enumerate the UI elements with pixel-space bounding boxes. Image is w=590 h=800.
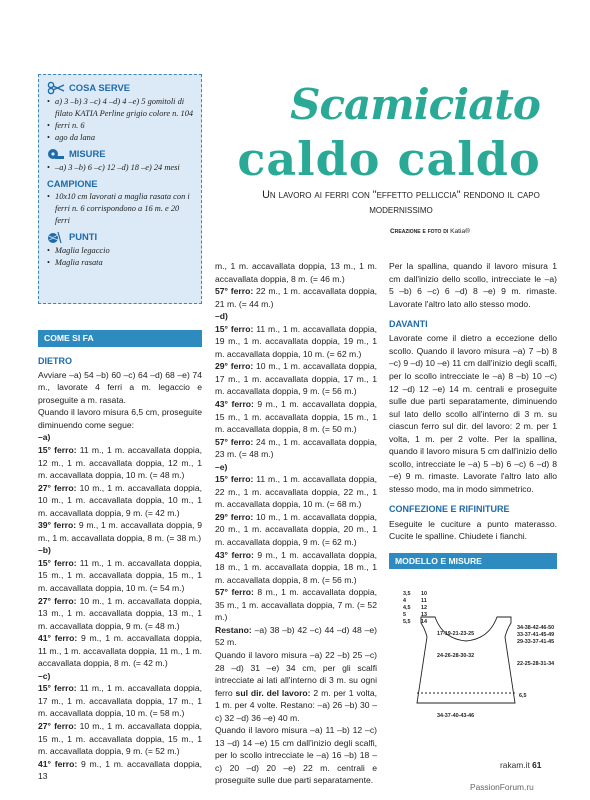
list-item: • –a) 3 –b) 6 –c) 12 –d) 18 –e) 24 mesi (47, 162, 195, 174)
step: 27° ferro: 10 m., 1 m. accavallata doppia, 15 m., 1 m. accavallata doppia, 15 m., 1 m. accavallata doppia, 9 m. (= 52 m.) (38, 720, 202, 757)
section-bar-come-si-fa: COME SI FA (38, 330, 202, 347)
misure-section (47, 147, 195, 174)
step: 29° ferro: 10 m., 1 m. accavallata doppia, 20 m., 1 m. accavallata doppia, 20 m., 1 m. accavallata doppia, 9 m. (= 62 m.) (215, 511, 377, 548)
size-label: –e) (215, 461, 228, 472)
paragraph: Quando il lavoro misura 6,5 cm, proseguite diminuendo come segue: (38, 407, 202, 430)
height-2: 33-37-41-45-49 (517, 632, 555, 638)
campione-title: CAMPIONE (47, 177, 98, 189)
list-item: • ago da lana (47, 132, 195, 144)
section-title-dietro: DIETRO (38, 355, 73, 366)
height-3: 29-33-37-41-45 (517, 639, 555, 645)
page-title: caldo caldo (237, 132, 541, 186)
paragraph: Avviare –a) 54 –b) 60 –c) 64 –d) 68 –e) 74 m., lavorate 4 ferri a m. legaccio e proseguite a m. rasata. (38, 369, 202, 405)
dim-left-4: 5,5 (403, 619, 411, 625)
step: 27° ferro: 10 m., 1 m. accavallata doppia, 13 m., 1 m. accavallata doppia, 13 m., 1 m. accavallata doppia, 9 m. (= 48 m.) (38, 595, 202, 631)
size-block-e (215, 461, 377, 624)
column-1 (38, 330, 202, 783)
site-name: rakam.it (500, 760, 530, 770)
cosa-serve-title: COSA SERVE (69, 82, 130, 94)
cosa-serve-section (47, 81, 195, 144)
paragraph: Lavorate come il dietro a eccezione dello scollo. Quando il lavoro misura –a) 7 –b) 8 –c) 9 –d) 10 –e) 11 cm dall'inizio degli scalfi, per lo scollo intrecciate le –a) 8 –b) 10 –c) 12 –d) 12 –e) 14 m. centrali e proseguite sulle due parti separatamente, diminuendo sul lato dello scollo all'interno di 3 m. su ciascun ferro sul dir. del lavoro: 2 m. per 1 volta, 1 m. per 2 volte. Per la spallina, quando il lavoro misura 5 cm dall'inizio dello scollo, intrecciate le –a) 5 –b) 6 –c) 6 –d) 8 –e) 9 m. rimaste. Lavorate l'altro lato allo stesso modo, ma in modo simmetrico. (389, 333, 557, 494)
materials-box (38, 74, 202, 304)
step: 29° ferro: 10 m., 1 m. accavallata doppia, 17 m., 1 m. accavallata doppia, 17 m., 1 m. accavallata doppia, 9 m. (= 56 m.) (215, 361, 377, 397)
step: 57° ferro: 22 m., 1 m. accavallata doppia, 21 m. (= 44 m.) (215, 286, 377, 309)
step: 15° ferro: 11 m., 1 m. accavallata doppia, 17 m., 1 m. accavallata doppia, 17 m., 1 m. accavallata doppia, 10 m. (= 58 m.) (38, 683, 202, 719)
scissors-icon (47, 81, 65, 95)
section-title-davanti: DAVANTI (389, 319, 428, 330)
dim-right-0: 10 (421, 591, 427, 597)
size-block-a (38, 431, 202, 544)
step: 57° ferro: 24 m., 1 m. accavallata doppia, 23 m. (= 48 m.) (215, 436, 377, 460)
credit-name: Katia® (450, 228, 470, 235)
body-height: 22-25-28-31-34 (517, 661, 555, 667)
size-block-b (38, 544, 202, 669)
list-item: • ferri n. 6 (47, 120, 195, 132)
watermark: PassionForum.ru (470, 782, 534, 792)
dim-right-2: 12 (421, 605, 427, 611)
dim-right-4: 14 (421, 619, 427, 625)
punti-section (47, 230, 195, 269)
bottom-width: 34-37-40-43-46 (437, 713, 475, 719)
campione-section (47, 177, 195, 227)
step: 27° ferro: 10 m., 1 m. accavallata doppia, 10 m., 1 m. accavallata doppia, 10 m., 1 m. accavallata doppia, 9 m. (= 42 m.) (38, 482, 202, 518)
step: 15° ferro: 11 m., 1 m. accavallata doppia, 22 m., 1 m. accavallata doppia, 22 m., 1 m. accavallata doppia, 10 m. (= 68 m.) (215, 474, 378, 510)
schematic-diagram (389, 585, 559, 725)
paragraph: Eseguite le cuciture a punto materasso. Cucite le spalline. Chiudete i fianchi. (389, 518, 557, 542)
step: 15° ferro: 11 m., 1 m. accavallata doppia, 15 m., 1 m. accavallata doppia, 15 m., 1 m. accavallata doppia, 10 m. (= 54 m.) (38, 557, 202, 593)
step: 41° ferro: 9 m., 1 m. accavallata doppia, 11 m., 1 m. accavallata doppia, 11 m., 1 m. accavallata doppia, 8 m. (= 42 m.) (38, 633, 202, 669)
step: Restano: –a) 38 –b) 42 –c) 44 –d) 48 –e) 52 m. (215, 624, 377, 648)
size-block-d (215, 310, 377, 461)
size-label: –b) (38, 545, 51, 556)
list-item: • a) 3 –b) 3 –c) 4 –d) 4 –e) 5 gomitoli di filato KATIA Perline grigio colore n. 104 (47, 96, 195, 120)
chest-width: 24-26-28-30-32 (437, 653, 475, 659)
paragraph: Quando il lavoro misura –a) 22 –b) 25 –c) 28 –d) 31 –e) 34 cm, per gli scalfi intrecciate ai lati all'interno di 3 m. su ogni ferro sul dir. del lavoro: 2 m. per 1 volta, 1 m. per 4 volte. Restano: –a) 26 –b) 30 –c) 32 –d) 36 –e) 40 m. (215, 649, 377, 723)
dim-left-1: 4 (403, 598, 406, 604)
step: 15° ferro: 11 m., 1 m. accavallata doppia, 12 m., 1 m. accavallata doppia, 12 m., 1 m. accavallata doppia, 10 m. (= 48 m.) (38, 444, 202, 481)
step: 41° ferro: 9 m., 1 m. accavallata doppia, 13 (38, 758, 202, 782)
credit (300, 228, 560, 235)
step: 39° ferro: 9 m., 1 m. accavallata doppia, 9 m., 1 m. accavallata doppia, 8 m. (= 38 m.) (38, 520, 203, 543)
list-item: • 10x10 cm lavorati a maglia rasata con i ferri n. 6 corrispondono a 16 m. e 20 ferri (47, 191, 195, 227)
section-bar-modello: MODELLO E MISURE (389, 553, 557, 570)
dim-left-3: 5 (403, 612, 406, 618)
paragraph: m., 1 m. accavallata doppia, 13 m., 1 m. accavallata doppia, 8 m. (= 46 m.) (215, 261, 377, 284)
page-footer (500, 760, 541, 770)
list-item: • Maglia rasata (47, 257, 195, 269)
height-1: 34-38-42-46-50 (517, 625, 555, 631)
subtitle: Un lavoro ai ferri con "effetto pelliccia" rendono il capo modernissimo (262, 189, 540, 217)
step: 15° ferro: 11 m., 1 m. accavallata doppia, 19 m., 1 m. accavallata doppia, 19 m., 1 m. accavallata doppia, 10 m. (= 62 m.) (215, 323, 378, 359)
title-script: Scamiciato (290, 80, 540, 129)
yarn-ball-icon (47, 230, 65, 244)
paragraph: Quando il lavoro misura –a) 11 –b) 12 –c) 13 –d) 14 –e) 15 cm dall'inizio degli scalfi, per lo scollo intrecciate le –a) 16 –b) 18 –c) 20 –d) 20 –e) 22 m. centrali e proseguite sulle due parti separatamente. (215, 725, 377, 786)
column-3 (389, 260, 557, 577)
misure-title: MISURE (69, 148, 106, 160)
column-2 (215, 260, 377, 787)
size-block-c (38, 670, 202, 783)
size-label: –a) (38, 432, 51, 443)
dim-right-3: 13 (421, 612, 427, 618)
hem-height: 6,5 (519, 693, 527, 699)
step: 43° ferro: 9 m., 1 m. accavallata doppia, 15 m., 1 m. accavallata doppia, 15 m., 1 m. accavallata doppia, 8 m. (= 50 m.) (215, 399, 378, 435)
step: 57° ferro: 8 m., 1 m. accavallata doppia, 35 m., 1 m. accavallata doppia, 7 m. (= 52 m.) (215, 587, 378, 623)
tape-measure-icon (47, 147, 65, 161)
size-label: –d) (215, 311, 228, 322)
neck-width: 17-19-21-23-25 (437, 631, 475, 637)
paragraph: Per la spallina, quando il lavoro misura 1 cm dall'inizio dello scollo, intrecciate le –a) 5 –b) 6 –c) 6 –d) 8 –e) 9 m. rimaste. Lavorate l'altro lato allo stesso modo. (389, 261, 557, 309)
page-number: 61 (532, 760, 542, 770)
credit-label: Creazione e foto di (390, 228, 449, 235)
dim-left-2: 4,5 (403, 605, 411, 611)
step: 43° ferro: 9 m., 1 m. accavallata doppia, 18 m., 1 m. accavallata doppia, 18 m., 1 m. accavallata doppia, 8 m. (= 56 m.) (215, 549, 378, 585)
list-item: • Maglia legaccio (47, 245, 195, 257)
size-label: –c) (38, 670, 51, 681)
dim-right-1: 11 (421, 598, 427, 604)
section-title-confezione: CONFEZIONE E RIFINITURE (389, 504, 510, 515)
dim-left-0: 3,5 (403, 591, 411, 597)
punti-title: PUNTI (69, 231, 98, 243)
